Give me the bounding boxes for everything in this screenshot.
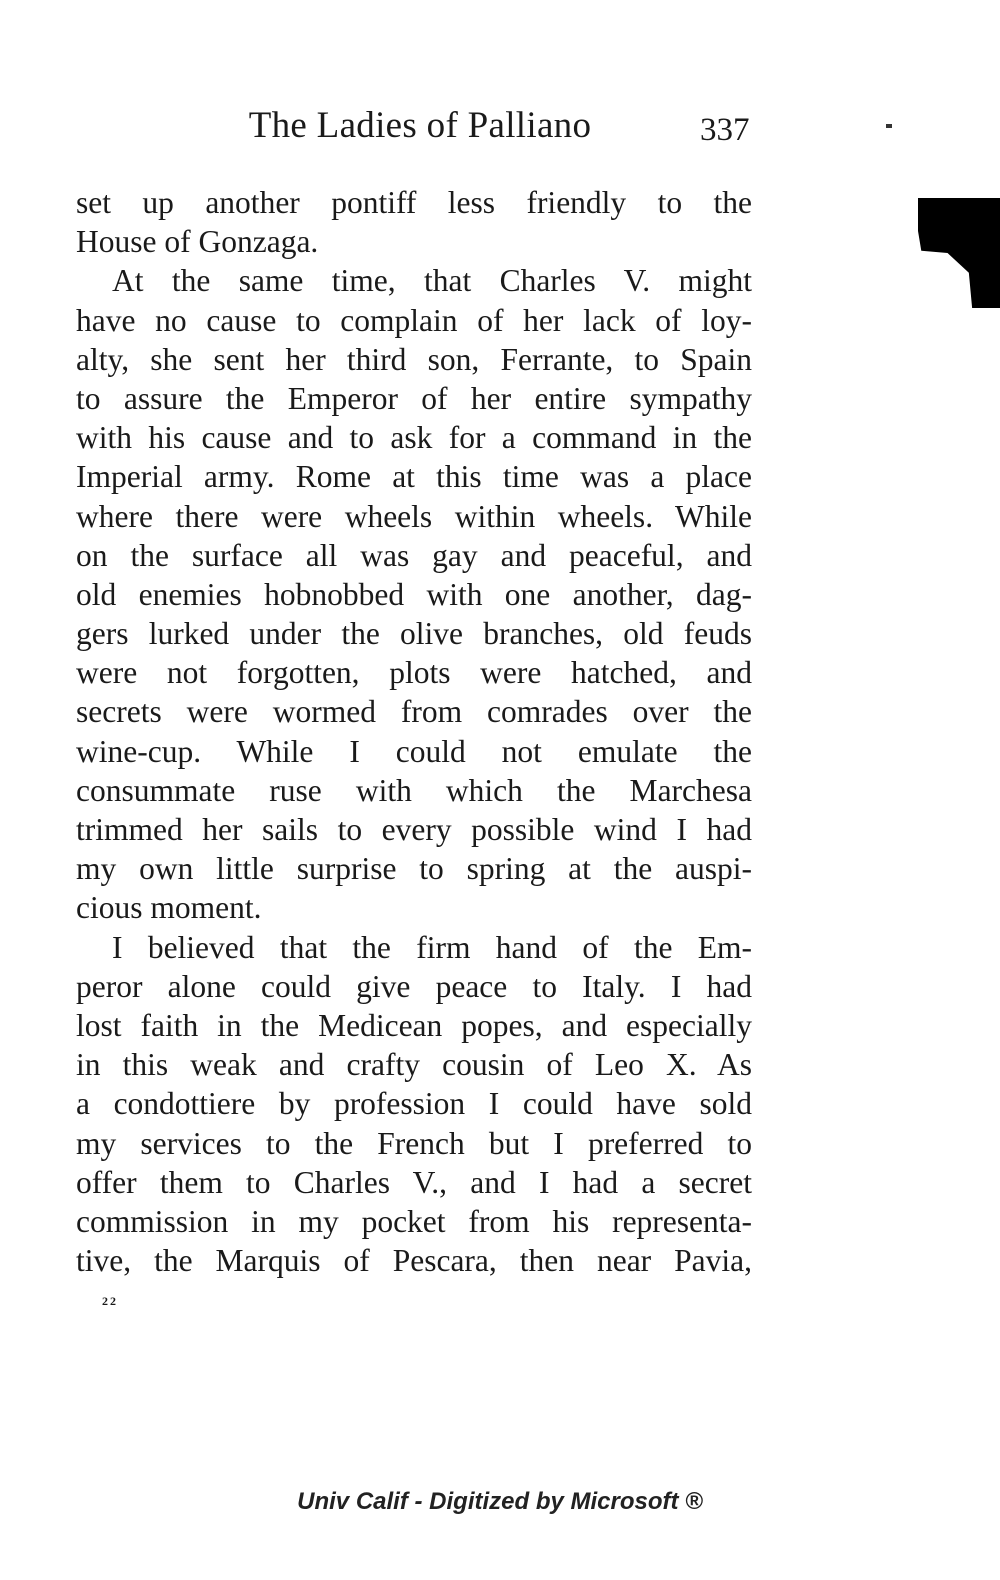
text-line: old enemies hobnobbed with one another, dag- [76,576,752,612]
text-line: in this weak and crafty cousin of Leo X. As [76,1047,752,1083]
text-line: my own little surprise to spring at the auspi- [76,851,752,887]
text-line: alty, she sent her third son, Ferrante, to Spain [76,341,752,377]
text-line: my services to the French but I preferred to [76,1125,752,1161]
body-text [76,183,752,1280]
page-number: 337 [700,112,750,148]
text-line: gers lurked under the olive branches, old feuds [76,616,752,652]
text-line: have no cause to complain of her lack of loy- [76,302,752,338]
scan-speck [886,124,892,128]
digitization-footer [0,1488,1000,1516]
text-line: consummate ruse with which the Marchesa [76,772,752,808]
text-line: tive, the Marquis of Pescara, then near Pavia, [76,1243,752,1279]
text-line: commission in my pocket from his representa- [76,1203,752,1239]
text-line: to assure the Emperor of her entire sympathy [76,380,752,416]
text-line: House of Gonzaga. [76,224,319,260]
text-line: were not forgotten, plots were hatched, and [76,655,752,691]
text-line: where there were wheels within wheels. While [76,498,752,534]
text-line: cious moment. [76,890,262,926]
text-line: lost faith in the Medicean popes, and especially [76,1007,752,1043]
signature-mark: 22 [102,1294,118,1308]
text-line: with his cause and to ask for a command in the [76,420,752,456]
text-line: on the surface all was gay and peaceful, and [76,537,752,573]
text-line: trimmed her sails to every possible wind I had [76,812,752,847]
text-line: I believed that the firm hand of the Em- [112,929,752,965]
text-line: At the same time, that Charles V. might [112,263,752,299]
text-line: set up another pontiff less friendly to the [76,185,752,220]
footer-text: Univ Calif - Digitized by Microsoft ® [297,1488,703,1515]
text-line: offer them to Charles V., and I had a secret [76,1164,752,1200]
text-line: peror alone could give peace to Italy. I had [76,968,752,1004]
text-line: secrets were wormed from comrades over the [76,694,752,730]
text-line: a condottiere by profession I could have sold [76,1086,752,1122]
text-line: Imperial army. Rome at this time was a place [76,459,752,495]
text-line: wine-cup. While I could not emulate the [76,733,752,769]
scan-edge-blot [918,198,1000,308]
running-head-title: The Ladies of Palliano [248,105,592,146]
